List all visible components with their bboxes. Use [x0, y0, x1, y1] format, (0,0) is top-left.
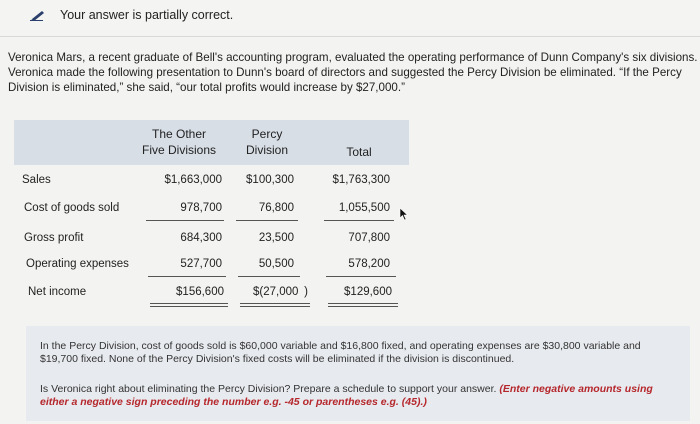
entry-instruction: (Enter negative amounts using either a negative sign preceding the number e.g. -45 or parentheses e.g. (45).)	[40, 383, 653, 408]
row-label-operating-expenses: Operating expenses	[26, 258, 129, 270]
cell-sales-percy: $100,300	[246, 174, 294, 186]
cost-details-text: In the Percy Division, cost of goods sold is $60,000 variable and $16,800 fixed, and operating expenses are $30,800 variable and $19,700 fixed. None of the Percy Division's fixed costs will be eliminated if the division is discontinued.	[40, 340, 641, 365]
cell-cogs-percy: 76,800	[258, 202, 294, 214]
question-text	[40, 383, 680, 409]
underline	[324, 220, 394, 221]
question-prompt: Is Veronica right about eliminating the Percy Division? Prepare a schedule to support your answer.	[40, 383, 497, 395]
row-label-net-income: Net income	[28, 286, 87, 298]
underline	[148, 276, 226, 277]
cell-net-percy: $(27,000 )	[253, 286, 308, 298]
cell-opex-percy: 50,500	[258, 258, 294, 270]
table-header	[14, 120, 409, 165]
double-underline	[240, 303, 310, 307]
underline	[146, 220, 224, 221]
row-label-gross-profit: Gross profit	[24, 232, 84, 244]
underline	[326, 276, 396, 277]
cell-gross-percy: 23,500	[258, 232, 294, 244]
header-total: Total	[346, 145, 372, 159]
problem-statement: Veronica Mars, a recent graduate of Bell's accounting program, evaluated the operating performance of Dunn Company's six divisions. Veronica made the following presentation to Dunn's board of directors and suggested the Percy Division be eliminated. “If the Percy Division is eliminated,” she said, “our total profits would increase by $27,000.”	[8, 51, 698, 94]
double-underline	[150, 303, 228, 307]
double-underline	[328, 303, 398, 307]
cell-sales-total: $1,763,300	[332, 174, 390, 186]
cell-net-other: $156,600	[176, 286, 224, 298]
cell-sales-other: $1,663,000	[164, 174, 222, 186]
feedback-text: Your answer is partially correct.	[60, 8, 234, 22]
cell-opex-total: 578,200	[348, 258, 390, 270]
cell-opex-other: 527,700	[180, 258, 222, 270]
cell-cogs-other: 978,700	[180, 202, 222, 214]
cell-net-total: $129,600	[344, 286, 392, 298]
header-other-divisions: The Other Five Divisions	[141, 127, 216, 157]
divider	[0, 36, 700, 37]
cell-gross-total: 707,800	[348, 232, 390, 244]
header-percy-division: Percy Division	[245, 127, 288, 157]
cell-gross-other: 684,300	[180, 232, 222, 244]
row-label-sales: Sales	[22, 174, 51, 186]
mouse-cursor-icon	[399, 207, 409, 226]
underline	[236, 220, 298, 221]
info-panel	[26, 326, 690, 421]
pencil-icon	[30, 9, 46, 21]
row-label-cogs: Cost of goods sold	[24, 202, 120, 214]
cell-cogs-total: 1,055,500	[338, 202, 390, 214]
underline	[238, 276, 300, 277]
feedback-banner	[0, 0, 700, 30]
